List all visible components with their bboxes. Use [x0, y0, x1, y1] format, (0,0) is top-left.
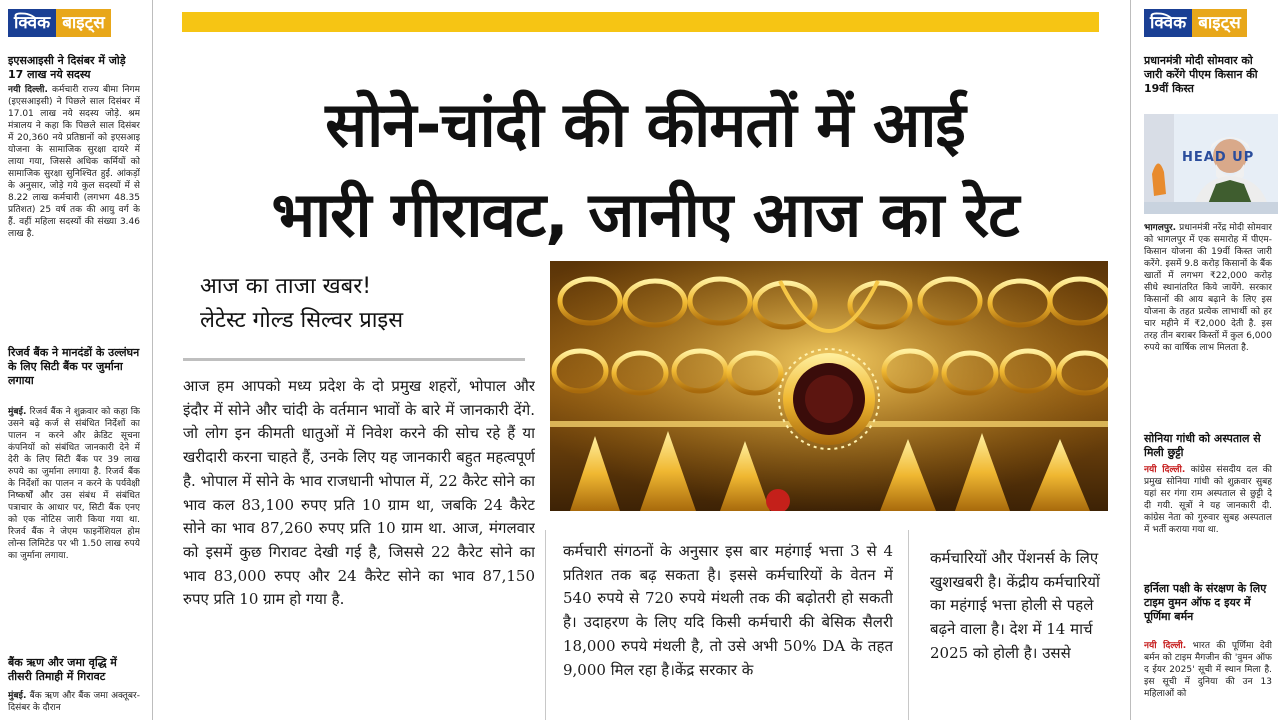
- main-headline: [150, 80, 1140, 260]
- column-divider-2: [908, 530, 909, 720]
- left-news-column: [0, 0, 148, 720]
- quick-bytes-brand-b-right: बाइट्स: [1192, 9, 1247, 37]
- right-story-1-dateline: भागलपुर.: [1144, 223, 1177, 233]
- left-story-3-dateline: मुंबई.: [8, 691, 27, 701]
- quick-bytes-logo-right: [1144, 8, 1247, 38]
- subhead-rule: [183, 358, 525, 361]
- left-story-1-text: कर्मचारी राज्य बीमा निगम (इएसआइसी) ने पिछले साल दिसंबर में 17.01 लाख नये सदस्य जोड़े. श्रम मंत्रालय ने कहा कि पिछले साल दिसंबर में 20,360 नये प्रतिष्ठानों को इएसआइ योजना के सामाजिक सुरक्षा दायरे में लाया गया, जिससे अधिक कर्मियों को सामाजिक सुरक्षा सुनिश्चित हुई. आंकड़ों के अनुसार, जोड़े गये कुल सदस्यों में से 8.22 लाख कर्मचारी (लगभग 48.35 प्रतिशत) 25 वर्ष तक की आयु वर्ग के हैं. वहीं महिला सदस्यों की संख्या 3.46 लाख है.: [8, 85, 140, 239]
- quick-bytes-brand-a: क्विक: [8, 9, 56, 37]
- quick-bytes-brand-a-right: क्विक: [1144, 9, 1192, 37]
- right-story-3-text: भारत की पूर्णिमा देवी बर्मन को टाइम मैगजीन की 'वुमन ऑफ द ईयर 2025' सूची में स्थान मिला है. इस सूची में दुनिया की उन 13 महिलाओं को: [1144, 641, 1272, 699]
- right-headline-3: हर्निला पक्षी के संरक्षण के लिए टाइम वुमन ऑफ द इयर में पूर्णिमा बर्मन: [1144, 582, 1267, 623]
- subhead-line-1: आज का ताजा खबर!: [200, 274, 372, 299]
- left-headline-2: रिजर्व बैंक ने मानदंडों के उल्लंघन के लिए सिटी बैंक पर जुर्माना लगाया: [8, 346, 140, 387]
- left-story-3: [8, 690, 140, 720]
- left-headline-1: इएसआइसी ने दिसंबर में जोड़े 17 लाख नये सदस्य: [8, 54, 126, 81]
- gold-jewellery-graphic: [550, 261, 1108, 511]
- column-divider-1: [545, 530, 546, 720]
- left-story-1-dateline: नयी दिल्ली.: [8, 85, 48, 95]
- article-column-2: कर्मचारी संगठनों के अनुसार इस बार महंगाई भत्ता 3 से 4 प्रतिशत तक बढ़ सकता है। इससे कर्मचारियों के वेतन में 540 रुपये से 720 रुपये मंथली तक की बढ़ोतरी हो सकती है। उदाहरण के लिए यदि किसी कर्मचारी की बेसिक सैलरी 18,000 रुपये मंथली है, तो उसे अभी 50% DA के तहत 9,000 मिल रहा है।केंद्र सरकार के: [563, 542, 893, 679]
- gold-jewellery-photo: [550, 261, 1108, 511]
- left-story-1: [8, 84, 140, 346]
- left-story-2-text: रिजर्व बैंक ने शुक्रवार को कहा कि उसने बढ़े कर्ज से संबंधित निर्देशों का पालन न करने और क्रेडिट सूचना कंपनियों को संबंधित जानकारी देने में देरी के लिए सिटी बैंक पर 39 लाख रुपये का जुर्माना लगाया है. रिजर्व बैंक के निर्देशों का पालन न करने के पर्यवेक्षी निष्कर्षों और उस संबंध में संबंधित पत्राचार के आधार पर, सिटी बैंक एनए को एक नोटिस जारी किया गया था. रिजर्व बैंक ने जेएम फाइनेंशियल होम लोन्स लिमिटेड पर भी 1.50 लाख रुपये का जुर्माना लगाया.: [8, 407, 140, 561]
- right-headline-1: प्रधानमंत्री मोदी सोमवार को जारी करेंगे पीएम किसान की 19वीं किस्त: [1144, 54, 1258, 95]
- headline-line-2: भारी गीरावट, जानीए आज का रेट: [271, 178, 1019, 251]
- right-news-column: [1138, 0, 1280, 720]
- right-story-1-text: प्रधानमंत्री नरेंद्र मोदी सोमवार को भागलपुर में एक समारोह में पीएम-किसान योजना की 19वीं किस्त जारी करेंगे. इसमें 9.8 करोड़ किसानों के बैंक खातों में लगभग ₹22,000 करोड़ सीधे स्थानांतरित किये जायेंगे. सरकार किसानों की आय बढ़ाने के लिए इस योजना के तहत प्रत्येक लाभार्थी को हर चार महीने में ₹2,000 देती है. इस तरह तीन बराबर किस्तों में कुल 6,000 रुपये का वार्षिक लाभ मिलता है.: [1144, 223, 1272, 353]
- right-story-2-text: कांग्रेस संसदीय दल की प्रमुख सोनिया गांधी को शुक्रवार सुबह यहां सर गंगा राम अस्पताल से छुट्टी दे दी गयी. सूत्रों ने यह जानकारी दी. कांग्रेस नेता को गुरुवार सुबह अस्पताल में भर्ती कराया गया था.: [1144, 465, 1272, 535]
- right-story-2: [1144, 464, 1272, 574]
- quick-bytes-brand-b: बाइट्स: [56, 9, 111, 37]
- right-headline-2: सोनिया गांधी को अस्पताल से मिली छुट्टी: [1144, 432, 1261, 459]
- pm-photo-banner: HEAD UP: [1182, 150, 1255, 165]
- right-story-2-dateline: नयी दिल्ली.: [1144, 465, 1186, 475]
- subhead-line-2: लेटेस्ट गोल्ड सिल्वर प्राइस: [200, 308, 404, 333]
- article-subhead: [200, 270, 403, 338]
- left-story-3-text: बैंक ऋण और बैंक जमा अक्तूबर-दिसंबर के दौरान: [8, 691, 140, 713]
- left-headline-3: बैंक ऋण और जमा वृद्धि में तीसरी तिमाही में गिरावट: [8, 656, 117, 683]
- quick-bytes-logo: [8, 8, 111, 38]
- right-story-3: [1144, 640, 1272, 720]
- headline-line-1: सोने-चांदी की कीमतों में आई: [325, 88, 965, 161]
- article-column-3: कर्मचारियों और पेंशनर्स के लिए खुशखबरी है। केंद्रीय कर्मचारियों का महंगाई भत्ता होली से पहले बढ़ने वाला है। देश में 14 मार्च 2025 को होली है। उससे: [930, 549, 1100, 662]
- top-yellow-band: [182, 12, 1099, 32]
- left-story-2: [8, 406, 140, 652]
- pm-photo: [1144, 114, 1278, 214]
- article-column-1: आज हम आपको मध्य प्रदेश के दो प्रमुख शहरों, भोपाल और इंदौर में सोने और चांदी के वर्तमान भावों के बारे में जानकारी देंगे. जो लोग इन कीमती धातुओं में निवेश करने की सोच रहे हैं या खरीदारी करना चाहते हैं, उनके लिए यह जानकारी बहुत महत्वपूर्ण है. भोपाल में सोने के भाव राजधानी भोपाल में, 22 कैरेट सोने का भाव कल 83,100 रुपए प्रति 10 ग्राम था, जबकि 24 कैरेट सोने का भाव 87,260 रुपए प्रति 10 ग्राम था. आज, मंगलवार को इसमें कुछ गिरावट देखी गई है, जिससे 22 कैरेट सोने का भाव 83,000 रुपए और 24 कैरेट सोने का भाव 87,150 रुपए प्रति 10 ग्राम हो गया है.: [183, 377, 535, 609]
- left-story-2-dateline: मुंबई.: [8, 407, 27, 417]
- right-story-3-dateline: नयी दिल्ली.: [1144, 641, 1187, 651]
- right-story-1: [1144, 222, 1272, 422]
